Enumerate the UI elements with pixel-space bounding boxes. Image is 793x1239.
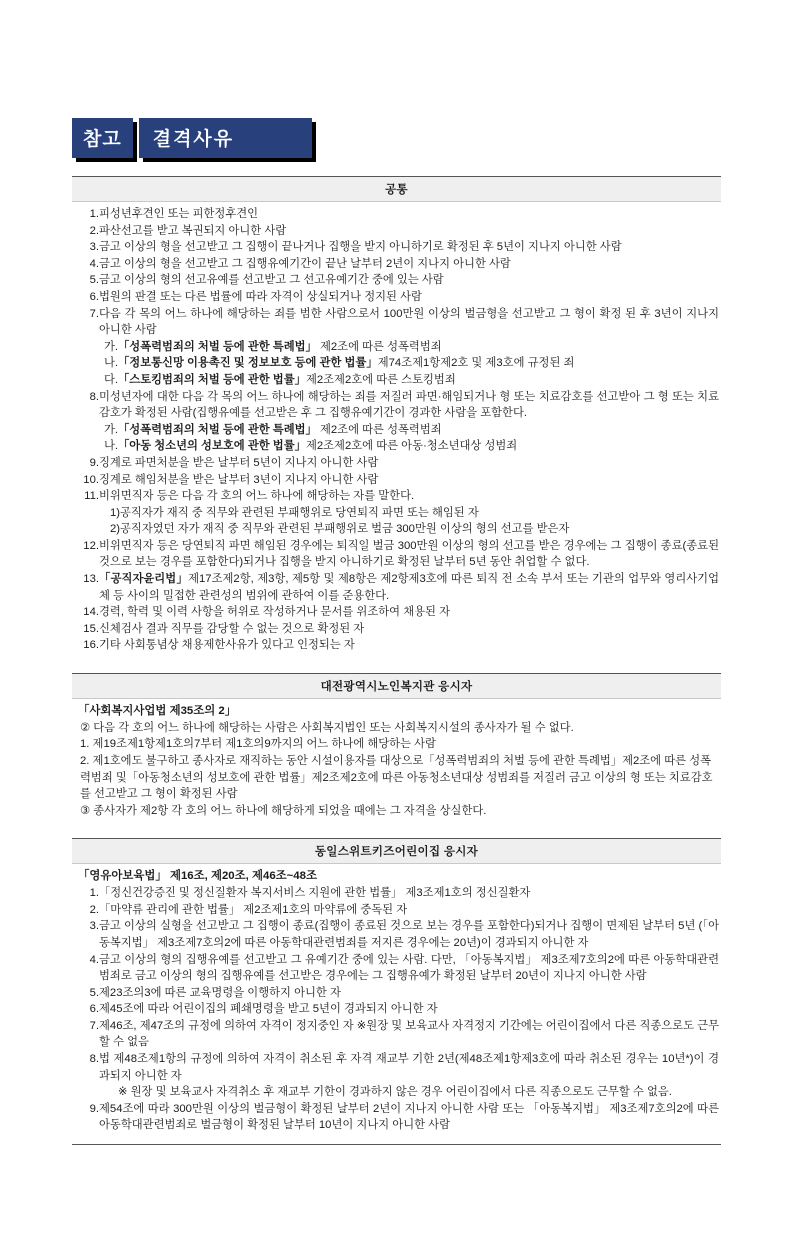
list-item-marker: 10. xyxy=(83,473,99,486)
list-item-marker: 16. xyxy=(83,639,99,652)
list-item xyxy=(74,372,719,389)
list-item-marker: 8. xyxy=(89,1053,99,1066)
clause-text: ② 다음 각 호의 어느 하나에 해당하는 사람은 사회복지법인 또는 사회복지시설의 종사자가 될 수 없다. xyxy=(80,721,574,734)
list-item-text: 피성년후견인 또는 피한정후견인 xyxy=(99,208,259,220)
list-item-text: 금고 이상의 형을 선고받고 그 집행이 끝나거나 집행을 받지 아니하기로 확정된 후 5년이 지나지 아니한 사람 xyxy=(99,241,622,254)
clause-text: ③ 종사자가 제2항 각 호의 어느 하나에 해당하게 되었을 때에는 그 자격을 상실한다. xyxy=(80,804,487,817)
list-item-text: 미성년자에 대한 다음 각 목의 어느 하나에 해당하는 죄를 저질러 파면·해임되거나 형 또는 치료감호를 선고받아 그 형 또는 치료감호가 확정된 사람(집행유예를 선고받은 후 그 집행유예기간이 경과한 사람을 포함한다. xyxy=(99,390,719,420)
list-item xyxy=(74,223,719,240)
list-item xyxy=(74,918,719,951)
list-item-marker: 14. xyxy=(83,606,99,619)
list-item-marker: 7. xyxy=(89,307,99,320)
list-item-marker: 다. xyxy=(103,373,118,386)
list-item-marker: 4. xyxy=(89,953,99,966)
list-item-marker: 9. xyxy=(89,456,99,469)
section-spacer xyxy=(72,827,721,838)
list-item xyxy=(74,1101,719,1134)
list-item xyxy=(74,885,719,902)
document-body xyxy=(72,176,721,1145)
list-item-marker: 3. xyxy=(89,241,99,254)
list-item-marker: 1. xyxy=(89,887,99,900)
clause-text: 1. 제19조제1항제1호의7부터 제1호의9까지의 어느 하나에 해당하는 사람 xyxy=(80,738,436,751)
list-item-marker: 4. xyxy=(89,257,99,270)
list-item-marker: 2) xyxy=(109,523,120,536)
section-law-title: 「사회복지사업법 제35조의 2」 xyxy=(78,705,237,718)
list-item-text: 비위면직자 등은 다음 각 호의 어느 하나에 해당하는 자를 말한다. xyxy=(99,490,415,503)
list-item xyxy=(74,422,719,439)
list-item-text: 징계로 파면처분을 받은 날부터 5년이 지나지 아니한 사람 xyxy=(99,456,379,469)
clause-text: 2. 제1호에도 불구하고 종사자로 재직하는 동안 시설이용자를 대상으로「성폭력범죄의 처벌 등에 관한 특례법」제2조에 따른 성폭력범죄 및「아동청소년의 성보호에 관한 법률」제2조제2호에 따른 아동청소년대상 성범죄를 저질러 금고 이상의 형 또는 치료감호를 선고받고 그 형이 확정된 사람 xyxy=(80,754,713,801)
list-item xyxy=(74,256,719,273)
list-item xyxy=(74,538,719,571)
section-body-common xyxy=(72,202,721,662)
list-item-text: 제46조, 제47조의 규정에 의하여 자격이 정지중인 자 ※원장 및 보육교사 자격정지 기간에는 어린이집에서 다른 직종으로도 근무할 수 없음 xyxy=(99,1019,719,1049)
list-item xyxy=(74,355,719,372)
list-item-text: 비위면직자 등은 당연퇴직 파면 해임된 경우에는 퇴직일 벌금 300만원 이상의 형의 선고를 받은 경우에는 그 집행이 종료(종료된 것으로 보는 경우를 포함한다)되거나 집행을 받지 아니하기로 확정된 날부터 5년 동안 취업할 수 없다. xyxy=(99,539,719,569)
list-item-text: 「마약류 관리에 관한 법률」 제2조제1호의 마약류에 중독된 자 xyxy=(99,903,408,916)
list-item xyxy=(74,306,719,339)
list-item-text: 「성폭력범죄의 처벌 등에 관한 특례법」 제2조에 따른 성폭력범죄 xyxy=(118,423,442,436)
section-body-dongil-sweet-kids xyxy=(72,864,721,1142)
list-item-marker: 나. xyxy=(103,357,118,370)
list-item-marker: 가. xyxy=(103,423,118,436)
list-item-marker: 나. xyxy=(103,440,118,453)
list-item-text: 신체검사 결과 직무를 감당할 수 없는 것으로 확정된 자 xyxy=(99,622,365,635)
list-item-text: 「성폭력범죄의 처벌 등에 관한 특례법」 제2조에 따른 성폭력범죄 xyxy=(118,340,442,353)
list-item xyxy=(74,438,719,455)
page-title: 결격사유 xyxy=(139,118,312,158)
document-page xyxy=(0,118,793,1145)
list-item-text: 금고 이상의 형의 집행유예를 선고받고 그 유예기간 중에 있는 사람. 다만, 「아동복지법」 제3조제7호의2에 따른 아동학대관련범죄로 금고 이상의 형의 집행유예를 선고받은 경우에는 그 집행유예가 확정된 날부터 20년이 지나지 아니한 사람 xyxy=(99,953,719,983)
list-item-text: 제54조에 따라 300만원 이상의 벌금형이 확정된 날부터 2년이 지나지 아니한 사람 또는 「아동복지법」 제3조제7호의2에 따른 아동학대관련범죄로 벌금형이 확정된 날부터 10년이 지나지 아니한 사람 xyxy=(99,1102,719,1132)
list-item-text: 법 제48조제1항의 규정에 의하여 자격이 취소된 후 자격 재교부 기한 2년(제48조제1항제3호에 따라 취소된 경우는 10년*)이 경과되지 아니한 자 xyxy=(99,1053,719,1082)
list-item xyxy=(74,621,719,638)
list-item-marker: 5. xyxy=(89,986,99,999)
list-item xyxy=(74,985,719,1002)
list-item-text: 금고 이상의 실형을 선고받고 그 집행이 종료(집행이 종료된 것으로 보는 경우를 포함한다)되거나 집행이 면제된 날부터 5년 (「아동복지법」 제3조제7호의2에 따른 아동학대관련범죄를 저지른 경우에는 20년)이 경과되지 아니한 자 xyxy=(99,920,719,949)
section-body-daejeon-senior-welfare xyxy=(72,699,721,827)
list-item-text: 금고 이상의 형의 선고유예를 선고받고 그 선고유예기간 중에 있는 사람 xyxy=(99,274,444,287)
list-item-marker: 13. xyxy=(83,573,99,586)
list-item-text: 금고 이상의 형을 선고받고 그 집행유예기간이 끝난 날부터 2년이 지나지 아니한 사람 xyxy=(99,257,511,270)
list-item-marker: 가. xyxy=(103,340,118,353)
law-reference: 「성폭력범죄의 처벌 등에 관한 특례법」 xyxy=(118,340,317,353)
document-title-row xyxy=(72,118,793,158)
law-reference: 「정보통신망 이용촉진 및 정보보호 등에 관한 법률」 xyxy=(118,357,378,370)
list-item xyxy=(74,339,719,356)
section-heading-dongil-sweet-kids: 동일스위트키즈어린이집 응시자 xyxy=(72,838,721,864)
list-item-marker: 12. xyxy=(83,539,99,552)
list-item-text: 공직자였던 자가 재직 중 직무와 관련된 부패행위로 벌금 300만원 이상의 형의 선고를 받은자 xyxy=(120,523,570,536)
law-reference: 「성폭력범죄의 처벌 등에 관한 특례법」 xyxy=(118,423,317,436)
list-item xyxy=(74,637,719,654)
list-item xyxy=(74,272,719,289)
list-item xyxy=(74,902,719,919)
section-heading-common: 공통 xyxy=(72,176,721,202)
list-item-text: 법원의 판결 또는 다른 법률에 따라 자격이 상실되거나 정지된 사람 xyxy=(99,290,422,303)
reference-badge: 참고 xyxy=(72,118,133,158)
list-item-marker: 2. xyxy=(89,224,99,237)
section-heading-daejeon-senior-welfare: 대전광역시노인복지관 응시자 xyxy=(72,673,721,699)
list-item xyxy=(74,455,719,472)
list-item-text: 「공직자윤리법」제17조제2항, 제3항, 제5항 및 제8항은 제2항제3호에 따른 퇴직 전 소속 부서 또는 기관의 업무와 영리사기업체 등 사이의 밀접한 관련성의 범위에 관하여 이를 준용한다. xyxy=(99,573,719,602)
law-reference: 「아동 청소년의 성보호에 관한 법률」 xyxy=(118,440,306,453)
law-reference: 「공직자윤리법」 xyxy=(99,573,189,586)
footnote-text: ※ 원장 및 보육교사 자격취소 후 재교부 기한이 경과하지 않은 경우 어린이집에서 다른 직종으로도 근무할 수 없음. xyxy=(118,1086,672,1099)
list-item xyxy=(74,505,719,522)
section-spacer xyxy=(72,662,721,673)
list-item-marker: 2. xyxy=(89,903,99,916)
list-item-text: 「스토킹범죄의 처벌 등에 관한 법률」제2조제2호에 따른 스토킹범죄 xyxy=(118,373,456,386)
list-item-text: 「정신건강증진 및 정신질환자 복지서비스 지원에 관한 법률」 제3조제1호의 정신질환자 xyxy=(99,887,531,900)
list-item-text: 제45조에 따라 어린이집의 폐쇄명령을 받고 5년이 경과되지 아니한 자 xyxy=(99,1003,438,1016)
list-item-marker: 15. xyxy=(83,622,99,635)
list-item-marker: 7. xyxy=(89,1019,99,1032)
list-item xyxy=(74,952,719,985)
list-item xyxy=(74,1051,719,1084)
list-item-marker: 9. xyxy=(89,1102,99,1115)
list-item xyxy=(74,1018,719,1051)
list-item-text: 「정보통신망 이용촉진 및 정보보호 등에 관한 법률」제74조제1항제2호 및 제3호에 규정된 죄 xyxy=(118,357,575,370)
list-item xyxy=(74,389,719,422)
list-item-text: 파산선고를 받고 복권되지 아니한 사람 xyxy=(99,224,287,237)
list-item-text: 공직자가 재직 중 직무와 관련된 부패행위로 당연퇴직 파면 또는 해임된 자 xyxy=(120,506,479,519)
list-item xyxy=(74,289,719,306)
list-item-marker: 11. xyxy=(84,490,99,503)
list-item-text: 경력, 학력 및 이력 사항을 허위로 작성하거나 문서를 위조하여 채용된 자 xyxy=(99,606,450,619)
list-item-text: 다음 각 목의 어느 하나에 해당하는 죄를 범한 사람으로서 100만원 이상의 벌금형을 선고받고 그 형이 확정 된 후 3년이 지나지 아니한 사람 xyxy=(99,307,719,337)
list-item xyxy=(74,604,719,621)
list-item-marker: 6. xyxy=(89,290,99,303)
list-item xyxy=(74,472,719,489)
document-bottom-rule xyxy=(72,1144,721,1145)
list-item-marker: 5. xyxy=(89,274,99,287)
list-item xyxy=(74,488,719,505)
list-item-text: 제23조의3에 따른 교육명령을 이행하지 아니한 자 xyxy=(99,986,341,999)
list-item xyxy=(74,206,719,223)
list-item xyxy=(74,521,719,538)
section-law-title: 「영유아보육법」 제16조, 제20조, 제46조~48조 xyxy=(78,870,317,883)
list-item xyxy=(74,571,719,604)
list-item-marker: 8. xyxy=(89,390,99,403)
list-item-marker: 1. xyxy=(89,208,99,220)
list-item-marker: 3. xyxy=(89,920,99,933)
list-item xyxy=(74,239,719,256)
list-item-text: 「아동 청소년의 성보호에 관한 법률」제2조제2호에 따른 아동·청소년대상 성범죄 xyxy=(118,440,518,453)
list-item-text: 기타 사회통념상 채용제한사유가 있다고 인정되는 자 xyxy=(99,639,355,652)
list-item-marker: 1) xyxy=(109,506,120,519)
list-item xyxy=(74,1001,719,1018)
list-item-text: 징계로 해임처분을 받은 날부터 3년이 지나지 아니한 사람 xyxy=(99,473,379,486)
law-reference: 「스토킹범죄의 처벌 등에 관한 법률」 xyxy=(118,373,306,386)
list-item-marker: 6. xyxy=(89,1003,99,1016)
